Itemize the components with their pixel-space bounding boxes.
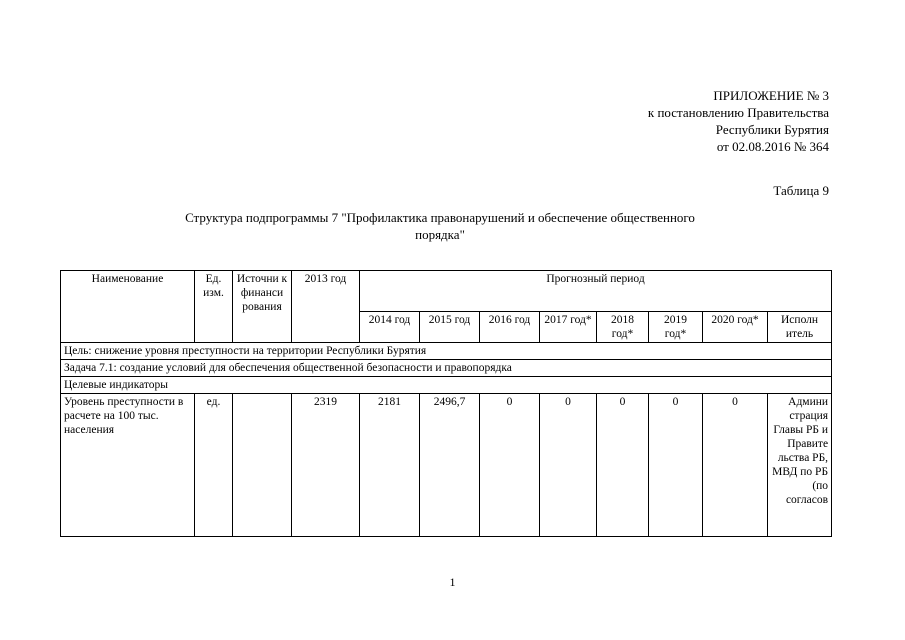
row-value-2017: 0 — [540, 394, 597, 537]
row-value-2015: 2496,7 — [420, 394, 480, 537]
header-executor: Исполн итель — [768, 312, 832, 343]
header-year-2020: 2020 год* — [703, 312, 768, 343]
row-value-2016: 0 — [480, 394, 540, 537]
header-unit: Ед. изм. — [195, 271, 233, 343]
table-row — [61, 394, 832, 537]
header-year-2013: 2013 год — [292, 271, 360, 343]
row-executor: Админи страция Главы РБ и Правите льства РБ, МВД по РБ (по согласов — [768, 394, 832, 537]
row-value-2013: 2319 — [292, 394, 360, 537]
header-year-2014: 2014 год — [360, 312, 420, 343]
table-row-goal — [61, 343, 832, 360]
goal-cell: Цель: снижение уровня преступности на территории Республики Бурятия — [61, 343, 832, 360]
header-year-2019: 2019 год* — [649, 312, 703, 343]
row-value-2019: 0 — [649, 394, 703, 537]
header-year-2018: 2018 год* — [597, 312, 649, 343]
document-title-line: Структура подпрограммы 7 "Профилактика правонарушений и обеспечение общественного — [185, 210, 695, 225]
row-name: Уровень преступности в расчете на 100 тыс. населения — [61, 394, 195, 537]
header-year-2017: 2017 год* — [540, 312, 597, 343]
page-number: 1 — [449, 575, 456, 589]
header-year-2015: 2015 год — [420, 312, 480, 343]
appendix-date: от 02.08.2016 № 364 — [716, 139, 829, 154]
document-title — [140, 209, 740, 243]
document-title-line: порядка" — [415, 227, 465, 242]
table-number: Таблица 9 — [773, 183, 829, 198]
row-value-2014: 2181 — [360, 394, 420, 537]
header-source: Источни к финанси рования — [233, 271, 292, 343]
row-source — [233, 394, 292, 537]
subprogram-table — [60, 270, 832, 537]
row-unit: ед. — [195, 394, 233, 537]
row-value-2018: 0 — [597, 394, 649, 537]
appendix-line: к постановлению Правительства — [647, 105, 829, 120]
appendix-title: ПРИЛОЖЕНИЕ № 3 — [713, 88, 829, 103]
appendix-header — [648, 87, 829, 155]
appendix-line: Республики Бурятия — [715, 122, 829, 137]
task-cell: Задача 7.1: создание условий для обеспечения общественной безопасности и правопорядка — [61, 360, 832, 377]
table-header-row — [61, 271, 832, 312]
indicators-cell: Целевые индикаторы — [61, 377, 832, 394]
header-name: Наименование — [61, 271, 195, 343]
table-row-task — [61, 360, 832, 377]
row-value-2020: 0 — [703, 394, 768, 537]
header-year-2016: 2016 год — [480, 312, 540, 343]
header-forecast: Прогнозный период — [360, 271, 832, 312]
table-row-indicators — [61, 377, 832, 394]
